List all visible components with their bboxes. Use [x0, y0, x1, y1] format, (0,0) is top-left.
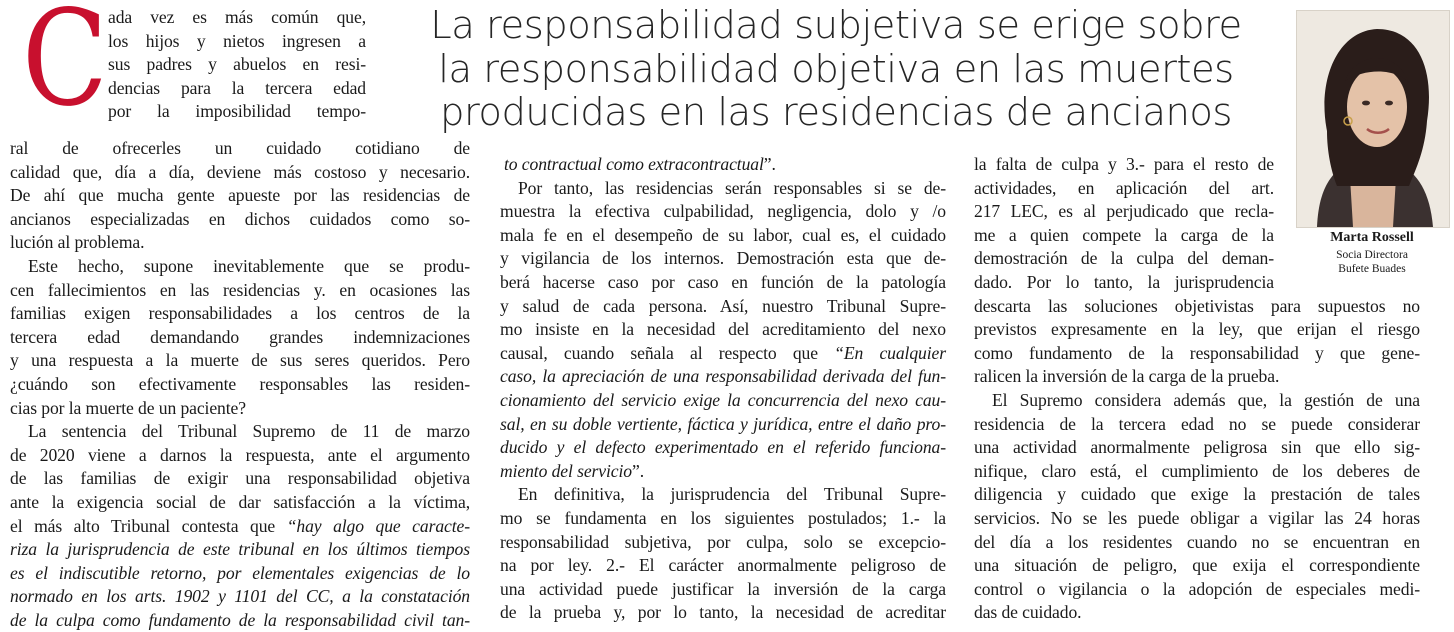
text-line: servicios. No se les puede obligar a vigilar las 24 horas [974, 507, 1420, 528]
intro-lines-beside-drop-cap [108, 6, 366, 124]
text-line: mo insiste en la necesidad del acreditamiento del nexo [500, 319, 946, 340]
text-line: ancianos especializadas en dichos cuidados como so- [10, 208, 470, 229]
author-portrait-photo [1296, 10, 1450, 228]
text-line: y una respuesta a la muerte de sus seres queridos. Pero [10, 350, 470, 371]
text-line: das de cuidado. [974, 602, 1082, 623]
text-line: previstos expresamente en la ley, que erijan el riesgo [974, 319, 1420, 340]
quote-line: de la culpa como fundamento de la responsabilidad civil tan- [10, 609, 470, 630]
quote-line: sal, en su doble vertiente, fáctica y jurídica, entre el daño pro- [500, 413, 946, 434]
quote-run: “En cualquier [834, 342, 946, 363]
paragraph [500, 177, 946, 484]
text-line: por la imposibilidad tempo- [108, 101, 366, 122]
text-line: De ahí que mucha gente apueste por las residencias de [10, 185, 470, 206]
text-line: de 2020 viene a darnos la respuesta, ante el argumento [10, 444, 470, 465]
text-line [500, 342, 946, 366]
text-line: En definitiva, la jurisprudencia del Tribunal Supre- [518, 484, 946, 505]
paragraph [10, 420, 470, 632]
text-line: nifique, claro está, el cumplimiento de los deberes de [974, 460, 1420, 481]
text-line: lución al problema. [10, 232, 145, 253]
text-line: los hijos y nietos ingresen a [108, 30, 366, 51]
text-line: ante la exigencia social de dar satisfacción a la víctima, [10, 491, 470, 512]
text-run: el más alto Tribunal contesta que [10, 515, 287, 536]
text-line: na por ley. 2.- El carácter anormalmente peligroso de [500, 555, 946, 576]
text-line: cias por la muerte de un paciente? [10, 397, 246, 418]
text-line: responsabilidad subjetiva, por culpa, solo se excepcio- [500, 531, 946, 552]
article-headline [386, 4, 1286, 135]
text-line: demostración de la culpa del deman- [974, 248, 1274, 269]
text-line: de la prueba y, por lo tanto, la necesidad de acreditar [500, 602, 946, 623]
text-line: Por tanto, las residencias serán responsables si se de- [518, 177, 946, 198]
text-line: El Supremo considera además que, la gestión de una [992, 389, 1420, 410]
drop-cap: C [22, 0, 108, 136]
text-line: sus padres y abuelos en resi- [108, 54, 366, 75]
paragraph [974, 389, 1420, 625]
text-line: mo se fundamenta en los siguientes postulados; 1.- la [500, 507, 946, 528]
author-name: Marta Rossell [1330, 230, 1414, 245]
text-run: ”. [763, 154, 776, 174]
quote-run: to contractual como extracontractual [504, 154, 764, 174]
text-line: ada vez es más común que, [108, 7, 366, 27]
text-line: diligencia y cuidado que exige la prestación de tales [974, 484, 1420, 505]
text-line: me a quien compete la carga de la [974, 224, 1274, 245]
text-line: actividades, en aplicación del art. [974, 177, 1274, 198]
paragraph [10, 161, 470, 255]
text-line: mala fe en el desempeño de su labor, cual es, el cuidado [500, 224, 946, 245]
text-run: ”. [631, 460, 644, 481]
text-line: 217 LEC, es al perjudicado que recla- [974, 201, 1274, 222]
text-line: tercera edad demandando grandes indemnizaciones [10, 326, 470, 347]
text-line: residencia de la tercera edad no se puede considerar [974, 413, 1420, 434]
text-line: ral de ofrecerles un cuidado cotidiano de [10, 138, 470, 158]
text-line [500, 153, 946, 177]
text-run: causal, cuando señala al respecto que [500, 342, 835, 363]
text-line [10, 515, 470, 539]
text-line: de las familias de exigir una responsabilidad objetiva [10, 468, 470, 489]
text-line: cen fallecimientos en las residencias y. en ocasiones las [10, 279, 470, 300]
text-line [500, 460, 946, 484]
quote-line: normado en los arts. 1902 y 1101 del CC, a la constatación [10, 586, 470, 607]
text-line: del día a los residentes cuando no se encuentran en [974, 531, 1420, 552]
text-line: familias exigen responsabilidades a los centros de la [10, 303, 470, 324]
text-line: Este hecho, supone inevitablemente que se produ- [28, 255, 470, 276]
author-role: Socia Directora [1336, 249, 1408, 261]
text-line: ¿cuándo son efectivamente responsables las residen- [10, 373, 470, 394]
text-line: y salud de cada persona. Así, nuestro Tribunal Supre- [500, 295, 946, 316]
column-1 [10, 137, 470, 632]
paragraph [500, 153, 946, 177]
text-line: y vigilancia de los internos. Demostración esta que de- [500, 248, 946, 269]
column-2 [500, 153, 946, 625]
author-organization: Bufete Buades [1338, 263, 1406, 275]
paragraph [10, 255, 470, 420]
quote-run: “hay algo que caracte- [286, 515, 470, 536]
column-3-narrow [974, 153, 1274, 271]
text-line: calidad que, día a día, deviene más costoso y necesario. [10, 161, 470, 182]
text-line: muestra la efectiva culpabilidad, negligencia, dolo y /o [500, 201, 946, 222]
text-line: berá hacerse caso por caso en función de la patología [500, 271, 946, 292]
quote-line: riza la jurisprudencia de este tribunal en los últimos tiempos [10, 539, 470, 560]
text-line: dencias para la tercera edad [108, 77, 366, 98]
quote-line: caso, la apreciación de una responsabilidad derivada del fun- [500, 366, 946, 387]
text-line: control o vigilancia o la adopción de especiales medi- [974, 578, 1420, 599]
text-line: una actividad anormalmente peligrosa sin que ello sig- [974, 437, 1420, 458]
text-line: una situación de peligro, que exija el correspondiente [974, 555, 1420, 576]
column-3 [974, 271, 1420, 625]
text-line: descarta las soluciones objetivistas para supuestos no [974, 295, 1420, 316]
headline-line-3: producidas en las residencias de ancianos [440, 90, 1232, 135]
text-line: como fundamento de la responsabilidad y que gene- [974, 342, 1420, 363]
text-line: La sentencia del Tribunal Supremo de 11 de marzo [28, 421, 470, 442]
portrait-photo-icon [1297, 11, 1449, 227]
paragraph [500, 483, 946, 625]
quote-line: es el indiscutible retorno, por elementales exigencias de lo [10, 562, 470, 583]
quote-line: ducido y el defecto experimentado en el referido funciona- [500, 437, 946, 458]
text-line: ralicen la inversión de la carga de la prueba. [974, 366, 1280, 387]
headline-line-1: La responsabilidad subjetiva se erige sobre [430, 3, 1242, 48]
text-line: la falta de culpa y 3.- para el resto de [974, 154, 1274, 174]
quote-line: cionamiento del servicio exige la concurrencia del nexo cau- [500, 389, 946, 410]
text-line: una actividad puede justificar la inversión de la carga [500, 578, 946, 599]
quote-run: miento del servicio [500, 460, 632, 481]
headline-line-2: la responsabilidad objetiva en las muertes [438, 46, 1234, 92]
text-line: dado. Por lo tanto, la jurisprudencia [974, 272, 1274, 292]
